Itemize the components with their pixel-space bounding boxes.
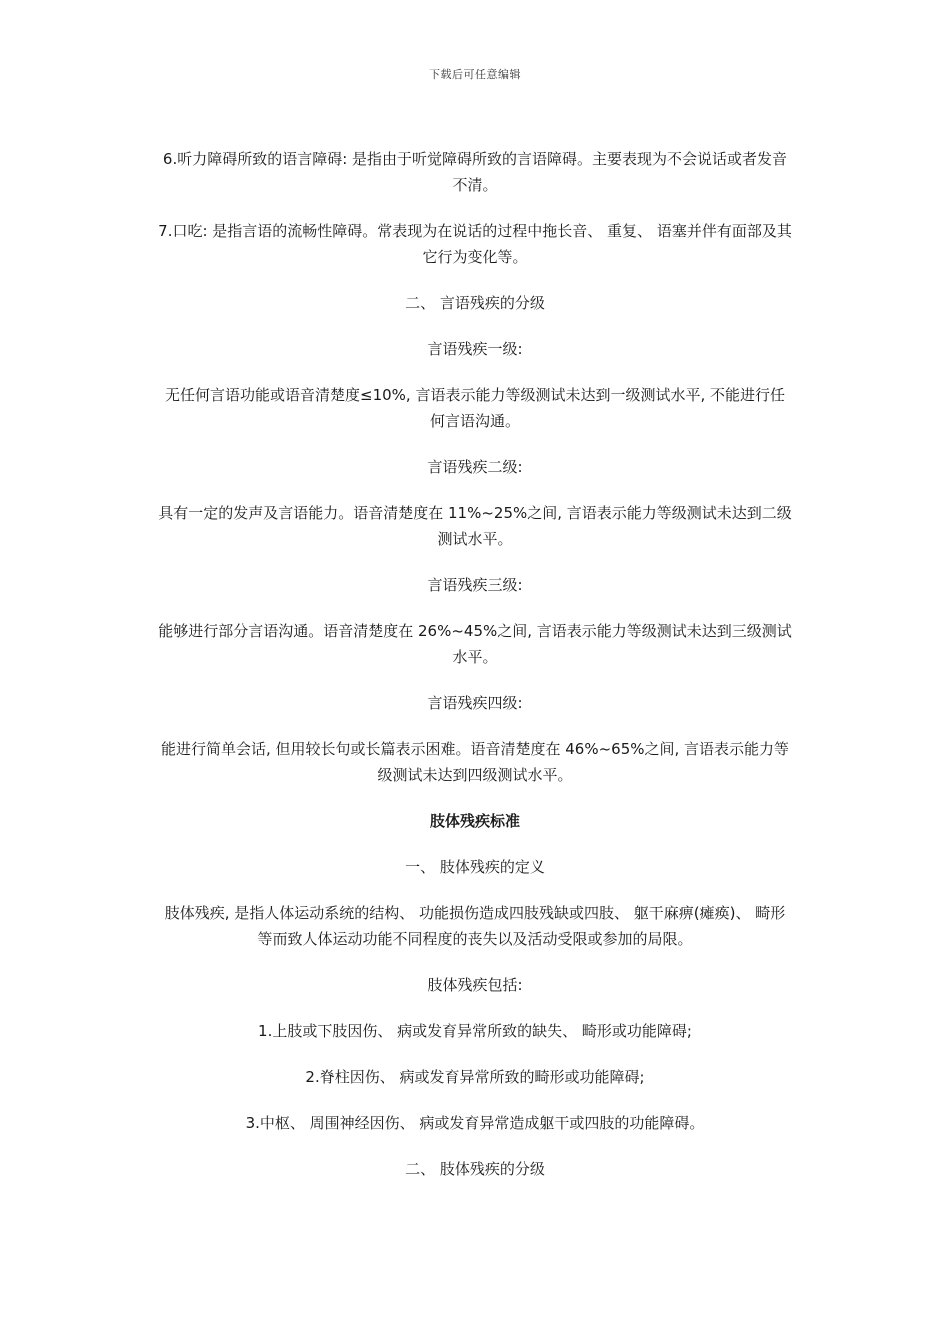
paragraph-limb-definition: 肢体残疾, 是指人体运动系统的结构、 功能损伤造成四肢残缺或四肢、 躯干麻痹(瘫痪)、 畸形等而致人体运动功能不同程度的丧失以及活动受限或参加的局限。 bbox=[164, 904, 786, 948]
section-title-limb-disability: 肢体残疾标准 bbox=[429, 812, 520, 830]
heading-speech-grading: 二、 言语残疾的分级 bbox=[405, 294, 545, 312]
paragraph-stuttering: 7.口吃: 是指言语的流畅性障碍。常表现为在说话的过程中拖长音、 重复、 语塞并伴有面部及其它行为变化等。 bbox=[158, 222, 792, 266]
heading-limb-definition: 一、 肢体残疾的定义 bbox=[405, 858, 545, 876]
heading-speech-level-1: 言语残疾一级: bbox=[427, 340, 523, 358]
list-item-limb-1: 1.上肢或下肢因伤、 病或发育异常所致的缺失、 畸形或功能障碍; bbox=[258, 1022, 692, 1040]
heading-speech-level-2: 言语残疾二级: bbox=[427, 458, 523, 476]
heading-speech-level-3: 言语残疾三级: bbox=[427, 576, 523, 594]
heading-limb-grading: 二、 肢体残疾的分级 bbox=[405, 1160, 545, 1178]
heading-limb-includes: 肢体残疾包括: bbox=[427, 976, 523, 994]
list-item-limb-2: 2.脊柱因伤、 病或发育异常所致的畸形或功能障碍; bbox=[305, 1068, 645, 1086]
document-body bbox=[158, 146, 792, 1182]
paragraph-hearing-speech: 6.听力障碍所致的语言障碍: 是指由于听觉障碍所致的言语障碍。主要表现为不会说话或者发音不清。 bbox=[162, 150, 788, 194]
heading-speech-level-4: 言语残疾四级: bbox=[427, 694, 523, 712]
paragraph-speech-level-4: 能进行简单会话, 但用较长句或长篇表示困难。语音清楚度在 46%~65%之间, 言语表示能力等级测试未达到四级测试水平。 bbox=[160, 740, 790, 784]
list-item-limb-3: 3.中枢、 周围神经因伤、 病或发育异常造成躯干或四肢的功能障碍。 bbox=[245, 1114, 705, 1132]
page-header: 下载后可任意编辑 bbox=[429, 68, 521, 81]
paragraph-speech-level-3: 能够进行部分言语沟通。语音清楚度在 26%~45%之间, 言语表示能力等级测试未达到三级测试水平。 bbox=[158, 622, 792, 666]
paragraph-speech-level-1: 无任何言语功能或语音清楚度≤10%, 言语表示能力等级测试未达到一级测试水平, 不能进行任何言语沟通。 bbox=[165, 386, 785, 430]
paragraph-speech-level-2: 具有一定的发声及言语能力。语音清楚度在 11%~25%之间, 言语表示能力等级测试未达到二级测试水平。 bbox=[158, 504, 792, 548]
